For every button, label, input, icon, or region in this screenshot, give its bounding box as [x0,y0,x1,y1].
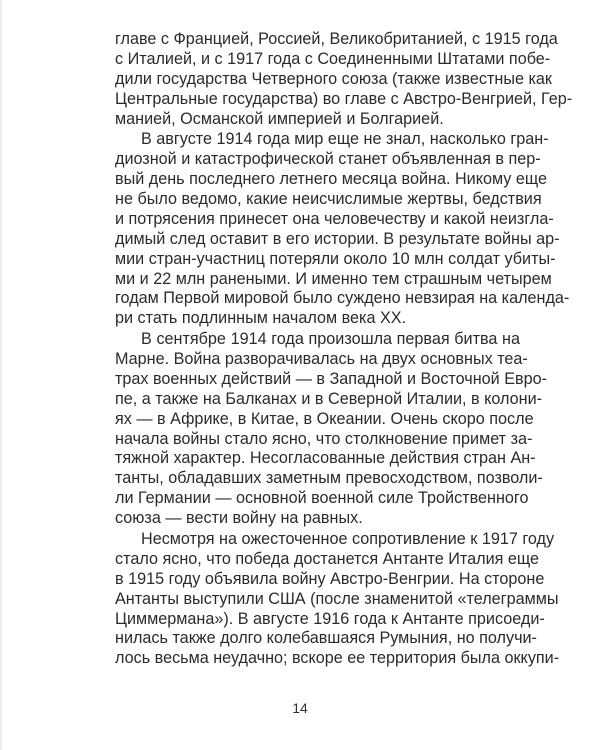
text-line: В августе 1914 года мир еще не знал, насколько гран- [141,130,549,149]
paragraph [115,330,547,529]
text-line: танты, обладавших заметным превосходством, позволи- [115,469,543,488]
text-line: тяжной характер. Несогласованные действия стран Ан- [115,449,536,468]
text-line: с Италией, и с 1917 года с Соединенными Штатами побе- [115,49,551,68]
text-line: союза — вести войну на равных. [115,509,363,528]
text-line: ли Германии — основной военной силе Тройственного [115,489,529,508]
text-line: ях — в Африке, в Китае, в Океании. Очень скоро после [115,409,534,428]
text-line: пе, а также на Балканах и в Северной Италии, в колони- [115,389,543,408]
text-line: ри стать подлинным началом века ХХ. [115,309,407,328]
paragraph [115,30,573,129]
text-line: мии стран-участниц потеряли около 10 млн солдат убиты- [115,249,556,268]
text-line: в 1915 году объявила войну Австро-Венгрии. На стороне [115,569,545,588]
text-line: годам Первой мировой было суждено невзирая на календа- [115,289,570,308]
text-line: вый день последнего летнего месяца война. Никому еще [115,170,548,189]
text-line: димый след оставит в его истории. В результате войны ар- [115,229,560,248]
text-line: Циммермана»). В августе 1916 года к Антанте присоеди- [115,609,545,628]
text-line: дили государства Четверного союза (также известные как [115,69,552,88]
paragraph [115,130,570,329]
text-line: Несмотря на ожесточенное сопротивление к 1917 году [141,529,555,548]
text-line: В сентябре 1914 года произошла первая битва на [141,330,520,349]
text-line: главе с Францией, Россией, Великобританией, с 1915 года [115,30,558,48]
text-line: Марне. Война разворачивалась на двух основных теа- [115,350,528,369]
text-line: нилась также долго колебавшаяся Румыния, но получи- [115,629,537,648]
paragraph [115,529,560,669]
text-line: ми и 22 млн ранеными. И именно тем страшным четырем [115,269,552,288]
text-line: Антанты выступили США (после знаменитой «телеграммы [115,589,559,608]
text-line: Центральные государства) во главе с Австро-Венгрией, Гер- [115,89,573,108]
text-line: и потрясения принесет она человечеству и какой неизгла- [115,209,554,228]
page-edge-shadow [0,0,3,750]
text-line: лось весьма неудачно; вскоре ее территория была оккупи- [115,649,560,668]
text-line: трах военных действий — в Западной и Восточной Евро- [115,369,547,388]
text-line: диозной и катастрофической станет объявленная в пер- [115,150,541,169]
page-number: 14 [292,700,308,716]
text-line: манией, Османской империей и Болгарией. [115,109,444,128]
text-line: начала войны стало ясно, что столкновение примет за- [115,429,533,448]
text-line: не было ведомо, какие неисчислимые жертвы, бедствия [115,190,542,209]
text-line: стало ясно, что победа достанется Антанте Италия еще [115,549,540,568]
body-text [115,30,573,669]
